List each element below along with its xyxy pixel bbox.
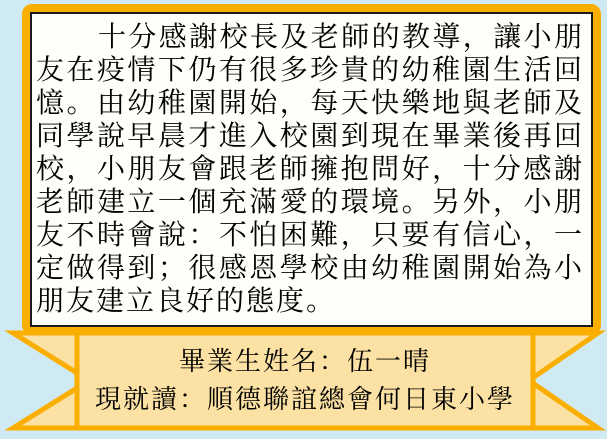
current-school-line: 現就讀：順德聯誼總會何日東小學 — [94, 385, 515, 415]
banner-text-block — [77, 338, 533, 424]
testimonial-card — [22, 4, 601, 335]
testimonial-card-inner — [30, 12, 593, 327]
graduate-name-line: 畢業生姓名：伍一晴 — [178, 347, 431, 377]
ribbon-right-tail — [529, 333, 598, 428]
testimonial-paragraph: 十分感謝校長及老師的教導，讓小朋友在疫情下仍有很多珍貴的幼稚園生活回憶。由幼稚園開始，每天快樂地與老師及同學說早晨才進入校園到現在畢業後再回校，小朋友會跟老師擁抱問好，十分感謝老師建立一個充滿愛的環境。另外，小朋友不時會說：不怕困難，只要有信心，一定做得到；很感恩學校由幼稚園開始為小朋友建立良好的態度。 — [36, 20, 584, 317]
